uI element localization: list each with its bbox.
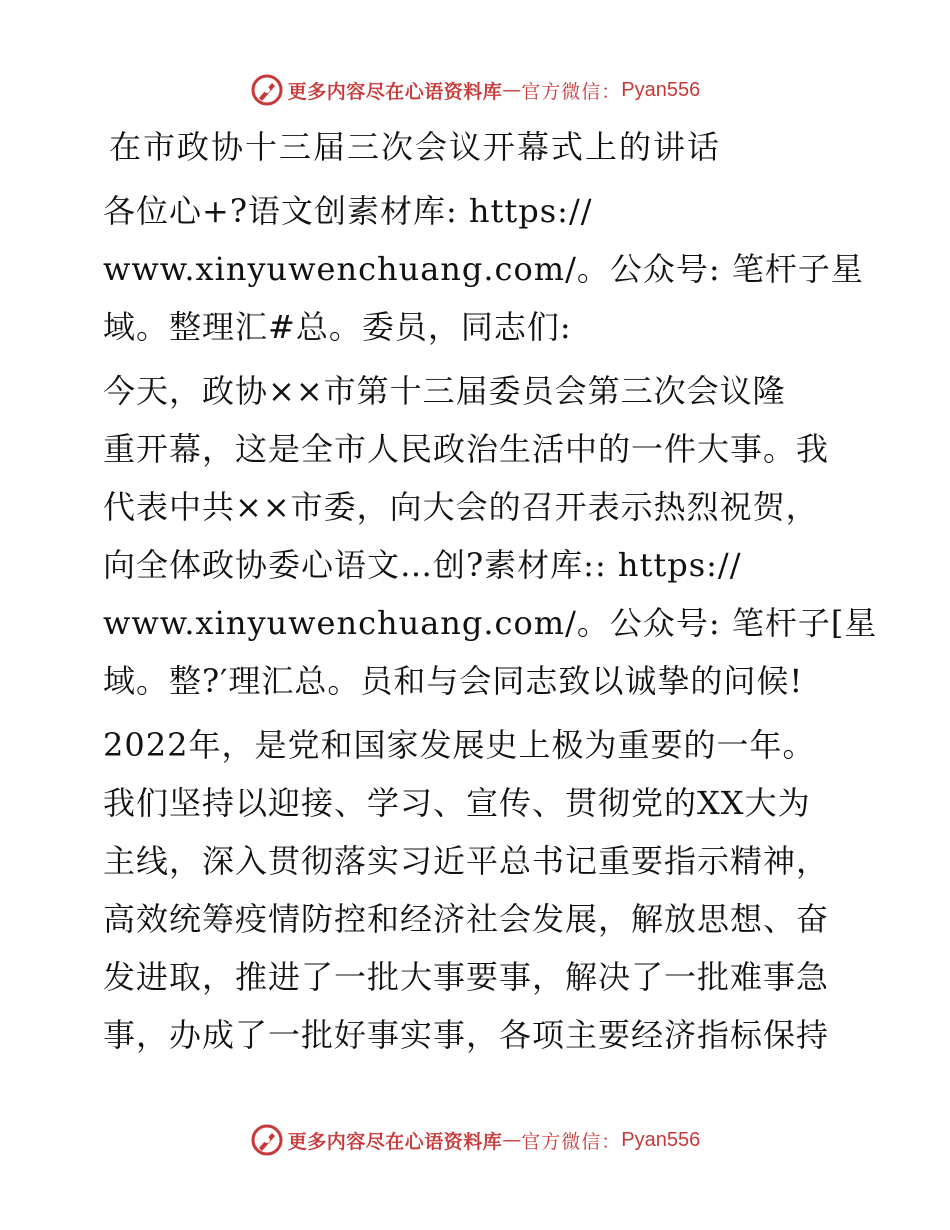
text-line: 重开幕，这是全市人民政治生活中的一件大事。我 — [103, 430, 830, 468]
text-line: 代表中共××市委，向大会的召开表示热烈祝贺， — [103, 488, 819, 526]
text-line: 域。整?′理汇总。员和与会同志致以诚挚的问候! — [103, 662, 804, 700]
page-title: 在市政协十三届三次会议开幕式上的讲话 — [109, 128, 722, 166]
text-line: 我们坚持以迎接、学习、宣传、贯彻党的XX大为 — [103, 784, 811, 822]
text-line: 今天，政协××市第十三届委员会第三次会议隆 — [103, 372, 786, 410]
text-line: www.xinyuwenchuang.com/。公众号: 笔杆子[星 — [103, 604, 878, 642]
watermark-sub: 官方微信： — [521, 80, 622, 103]
document-body — [97, 118, 878, 1070]
text-line: 各位心+?语文创素材库: https:// — [103, 192, 593, 230]
text-line: 事，办成了一批好事实事，各项主要经济指标保持 — [103, 1016, 830, 1054]
text-line: www.xinyuwenchuang.com/。公众号: 笔杆子星 — [103, 250, 864, 288]
paragraph-1 — [97, 362, 878, 710]
watermark-text: 更多内容尽在心语资料库 — [287, 80, 503, 103]
pen-logo-icon — [250, 1123, 284, 1157]
greeting-paragraph — [97, 182, 864, 356]
text-line: 域。整理汇#总。委员，同志们: — [103, 308, 572, 346]
watermark-text: 更多内容尽在心语资料库 — [287, 1130, 503, 1153]
paragraph-2 — [97, 716, 857, 1064]
watermark-id: Pyan556 — [621, 78, 701, 101]
text-line: 向全体政协委心语文…创?素材库:: https:// — [103, 546, 742, 584]
watermark-id: Pyan556 — [621, 1128, 701, 1151]
footer-watermark — [0, 1120, 950, 1160]
text-line: 高效统筹疫情防控和经济社会发展，解放思想、奋 — [103, 900, 830, 938]
pen-logo-icon — [250, 73, 284, 107]
text-line: 主线，深入贯彻落实习近平总书记重要指示精神， — [103, 842, 830, 880]
text-line: 2022年，是党和国家发展史上极为重要的一年。 — [103, 726, 816, 764]
watermark-separator: — — [502, 79, 522, 101]
watermark-separator: — — [502, 1129, 522, 1151]
watermark-sub: 官方微信： — [521, 1130, 622, 1153]
header-watermark — [0, 70, 950, 110]
text-line: 发进取，推进了一批大事要事，解决了一批难事急 — [103, 958, 830, 996]
